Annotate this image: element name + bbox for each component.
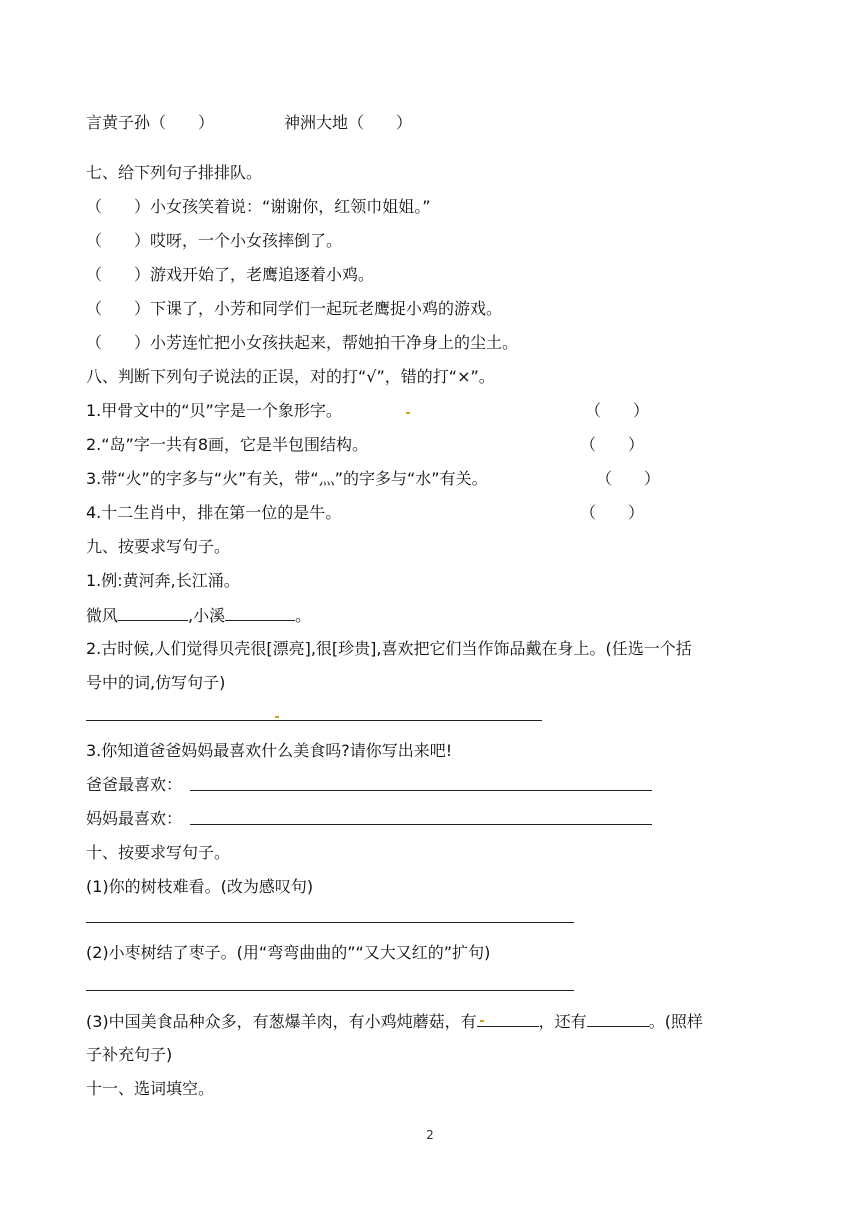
ink-speck xyxy=(480,1020,484,1022)
blank-line[interactable] xyxy=(118,604,188,621)
section8-title: 八、判断下列句子说法的正误，对的打“√”，错的打“×”。 xyxy=(86,367,495,386)
dad-favorite-label: 爸爸最喜欢： xyxy=(86,775,183,794)
sentence-text: 游戏开始了，老鹰追逐着小鸡。 xyxy=(150,265,375,284)
section7-item-2 xyxy=(86,230,342,252)
sentence-text: 哎呀，一个小女孩摔倒了。 xyxy=(150,231,343,250)
period: 。 xyxy=(295,606,312,625)
creek-label: ,小溪 xyxy=(188,606,226,625)
section9-q1-answer xyxy=(86,604,311,627)
blank-line[interactable] xyxy=(225,604,295,621)
answer-line[interactable] xyxy=(86,720,542,721)
section10-q1: (1)你的树枝难看。(改为感叹句) xyxy=(86,877,314,896)
blank-line[interactable] xyxy=(587,1010,649,1027)
judge-item-3-text: 3.带“火”的字多与“火”有关，带“灬”的字多与“水”有关。 xyxy=(86,469,488,488)
sentence-text: 小芳连忙把小女孩扶起来，帮她拍干净身上的尘土。 xyxy=(150,333,519,352)
section9-q2-line2: 号中的词,仿写句子) xyxy=(86,673,226,692)
section7-title: 七、给下列句子排排队。 xyxy=(86,163,263,182)
q3-text-mid: ，还有 xyxy=(538,1012,587,1031)
answer-bracket[interactable]: （ ） xyxy=(86,231,151,250)
section7-item-1 xyxy=(86,196,431,218)
ink-speck xyxy=(406,412,410,414)
section7-item-4 xyxy=(86,298,502,320)
mom-favorite-line[interactable] xyxy=(190,824,652,825)
section9-q3: 3.你知道爸爸妈妈最喜欢什么美食吗?请你写出来吧! xyxy=(86,741,453,760)
dad-favorite-line[interactable] xyxy=(190,790,652,791)
section10-title: 十、按要求写句子。 xyxy=(86,843,231,862)
section10-q2: (2)小枣树结了枣子。(用“弯弯曲曲的”“又大又红的”扩句) xyxy=(86,943,491,962)
answer-bracket[interactable]: （ ） xyxy=(86,197,151,216)
judge-item-4-bracket[interactable]: （ ） xyxy=(580,503,645,522)
blank-line[interactable] xyxy=(477,1010,539,1027)
judge-item-4-text: 4.十二生肖中，排在第一位的是牛。 xyxy=(86,503,342,522)
q3-text: (3)中国美食品种众多，有葱爆羊肉，有小鸡炖蘑菇，有 xyxy=(86,1012,477,1031)
answer-bracket[interactable]: （ ） xyxy=(86,333,151,352)
judge-item-1-bracket[interactable]: （ ） xyxy=(585,401,650,420)
word-item-shenzhou: 神洲大地（ ） xyxy=(284,113,413,132)
answer-bracket[interactable]: （ ） xyxy=(86,265,151,284)
section11-title: 十一、选词填空。 xyxy=(86,1079,215,1098)
section7-item-5 xyxy=(86,332,518,354)
page-number: 2 xyxy=(426,1128,434,1142)
sentence-text: 小女孩笑着说：“谢谢你，红领巾姐姐。” xyxy=(150,197,431,216)
breeze-label: 微风 xyxy=(86,606,119,625)
mom-favorite-label: 妈妈最喜欢： xyxy=(86,809,183,828)
answer-bracket[interactable]: （ ） xyxy=(86,299,151,318)
section10-q3-line2: 子补充句子) xyxy=(86,1045,173,1064)
answer-line[interactable] xyxy=(86,922,574,923)
section9-q2-line1: 2.古时候,人们觉得贝壳很[漂亮],很[珍贵],喜欢把它们当作饰品戴在身上。(任选一个括 xyxy=(86,639,692,658)
judge-item-2-text: 2.“岛”字一共有8画，它是半包围结构。 xyxy=(86,435,369,454)
section9-title: 九、按要求写句子。 xyxy=(86,537,231,556)
section9-q1: 1.例:黄河奔,长江涌。 xyxy=(86,571,240,590)
judge-item-2-bracket[interactable]: （ ） xyxy=(580,435,645,454)
ink-speck xyxy=(275,716,279,718)
section10-q3-line1 xyxy=(86,1010,703,1033)
sentence-text: 下课了，小芳和同学们一起玩老鹰捉小鸡的游戏。 xyxy=(150,299,503,318)
section7-item-3 xyxy=(86,264,374,286)
q3-text-end: 。(照样 xyxy=(648,1012,703,1031)
judge-item-1-text: 1.甲骨文中的“贝”字是一个象形字。 xyxy=(86,401,342,420)
word-item-yanhuang: 言黄子孙（ ） xyxy=(86,113,215,132)
judge-item-3-bracket[interactable]: （ ） xyxy=(596,469,661,488)
answer-line[interactable] xyxy=(86,990,574,991)
